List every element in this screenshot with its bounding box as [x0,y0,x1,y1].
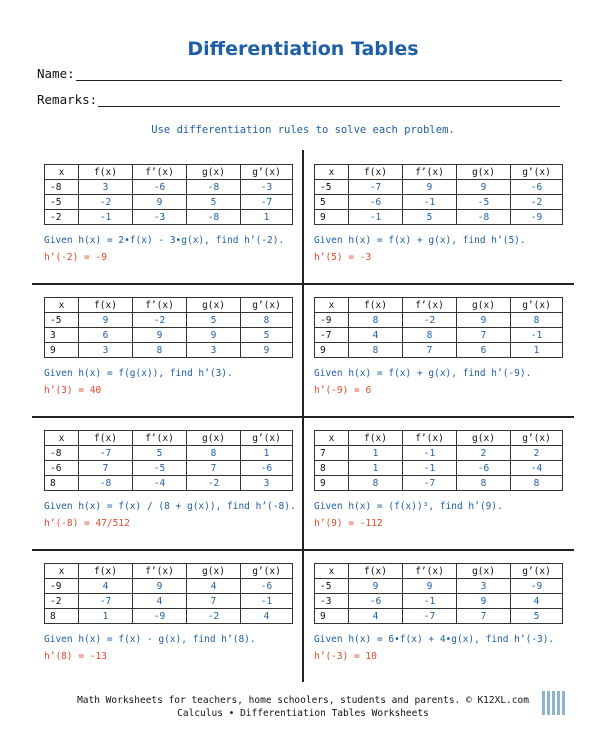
problem-question: Given h(x) = f(x) - g(x), find h’(8). [44,634,256,645]
derivative-table [44,164,293,225]
column-header: f(x) [79,165,133,180]
column-header: x [45,431,79,446]
column-header: g(x) [187,298,241,313]
table-row [315,476,563,491]
column-header: g(x) [457,431,511,446]
table-cell: 9 [133,328,187,343]
table-cell: -2 [45,210,79,225]
column-header: f(x) [349,165,403,180]
derivative-table [314,297,563,358]
table-cell: 8 [403,328,457,343]
column-header: g’(x) [511,298,563,313]
problem-question: Given h(x) = f(x) / (8 + g(x)), find h’(-8). [44,501,296,512]
table-cell: -8 [45,446,79,461]
table-cell: 5 [511,609,563,624]
table-row [315,313,563,328]
table-row [45,195,293,210]
table-cell: 9 [403,180,457,195]
table-row [315,579,563,594]
table-cell: -6 [349,594,403,609]
table-cell: -3 [133,210,187,225]
table-cell: -6 [241,461,293,476]
column-header: f(x) [349,298,403,313]
problem-question: Given h(x) = f(x) + g(x), find h’(-9). [314,368,532,379]
table-cell: -6 [349,195,403,210]
column-header: g(x) [187,564,241,579]
table-cell: -1 [79,210,133,225]
column-header: f(x) [79,298,133,313]
table-row [315,195,563,210]
table-cell: -5 [315,579,349,594]
table-cell: 9 [241,343,293,358]
table-cell: 9 [457,594,511,609]
table-cell: 5 [187,195,241,210]
table-cell: -6 [241,579,293,594]
table-cell: -5 [133,461,187,476]
table-cell: 6 [79,328,133,343]
problem-1 [44,164,292,263]
table-header-row [45,165,293,180]
table-cell: 9 [315,609,349,624]
problem-answer: h’(-3) = 10 [314,651,377,662]
table-cell: -1 [403,461,457,476]
problem-question: Given h(x) = f(g(x)), find h’(3). [44,368,233,379]
column-header: g(x) [457,298,511,313]
column-header: f’(x) [133,431,187,446]
table-cell: 7 [79,461,133,476]
remarks-label: Remarks: [37,92,98,107]
table-header-row [45,431,293,446]
table-cell: -7 [79,446,133,461]
table-cell: -1 [241,594,293,609]
table-row [45,313,293,328]
table-cell: -4 [511,461,563,476]
table-cell: 1 [511,343,563,358]
table-cell: 9 [315,210,349,225]
table-cell: 2 [511,446,563,461]
table-cell: 5 [315,195,349,210]
table-cell: -7 [403,609,457,624]
table-cell: 8 [457,476,511,491]
table-cell: 7 [457,609,511,624]
horizontal-divider [32,549,574,551]
table-cell: -3 [315,594,349,609]
table-cell: -9 [315,313,349,328]
footer-line-2: Calculus • Differentiation Tables Worksheets [177,708,429,719]
problem-question: Given h(x) = (f(x))³, find h’(9). [314,501,503,512]
table-cell: 5 [241,328,293,343]
table-row [45,343,293,358]
table-row [315,609,563,624]
table-cell: -3 [241,180,293,195]
table-cell: -2 [511,195,563,210]
table-cell: -2 [79,195,133,210]
table-header-row [315,298,563,313]
column-header: g’(x) [511,431,563,446]
table-header-row [315,431,563,446]
table-cell: 8 [511,476,563,491]
table-header-row [315,165,563,180]
derivative-table [44,563,293,624]
table-row [45,180,293,195]
problem-3 [44,297,292,396]
table-cell: -5 [457,195,511,210]
table-cell: 9 [45,343,79,358]
table-cell: -8 [79,476,133,491]
table-cell: 8 [133,343,187,358]
column-header: g’(x) [241,298,293,313]
table-cell: -2 [187,476,241,491]
column-header: f’(x) [403,298,457,313]
table-cell: 7 [457,328,511,343]
table-cell: -7 [349,180,403,195]
column-header: x [315,431,349,446]
table-cell: 4 [349,328,403,343]
column-header: g’(x) [241,564,293,579]
table-cell: -2 [133,313,187,328]
table-header-row [315,564,563,579]
derivative-table [44,297,293,358]
table-cell: -1 [511,328,563,343]
table-cell: 3 [45,328,79,343]
table-cell: -1 [403,195,457,210]
column-header: x [315,298,349,313]
table-row [45,579,293,594]
column-header: f’(x) [133,165,187,180]
horizontal-divider [32,416,574,418]
table-cell: 4 [241,609,293,624]
problem-answer: h’(3) = 40 [44,385,102,396]
table-cell: -7 [315,328,349,343]
table-cell: -9 [45,579,79,594]
table-cell: 9 [133,579,187,594]
table-cell: 2 [457,446,511,461]
column-header: f’(x) [133,564,187,579]
table-cell: 3 [79,180,133,195]
name-field [37,66,562,81]
table-cell: -5 [315,180,349,195]
table-cell: 5 [133,446,187,461]
column-header: g(x) [187,165,241,180]
table-cell: -1 [349,210,403,225]
table-cell: -9 [511,210,563,225]
problem-question: Given h(x) = 6•f(x) + 4•g(x), find h’(-3). [314,634,555,645]
table-cell: 8 [45,476,79,491]
table-cell: 4 [133,594,187,609]
table-cell: 1 [79,609,133,624]
problem-5 [44,430,296,529]
table-cell: 1 [349,461,403,476]
table-cell: 8 [349,313,403,328]
table-cell: 1 [241,210,293,225]
table-row [315,446,563,461]
table-cell: 4 [187,579,241,594]
column-header: g(x) [457,165,511,180]
column-header: x [45,298,79,313]
table-cell: -7 [241,195,293,210]
table-cell: 1 [349,446,403,461]
derivative-table [314,563,563,624]
table-cell: -9 [511,579,563,594]
problem-answer: h’(5) = -3 [314,252,372,263]
table-cell: -5 [45,313,79,328]
table-cell: -2 [403,313,457,328]
table-cell: -7 [79,594,133,609]
table-cell: 9 [187,328,241,343]
table-row [45,476,293,491]
derivative-table [314,164,563,225]
table-header-row [45,298,293,313]
column-header: f(x) [349,431,403,446]
table-cell: -8 [187,210,241,225]
table-row [45,609,293,624]
column-header: x [315,564,349,579]
table-cell: -6 [45,461,79,476]
table-cell: -6 [511,180,563,195]
table-cell: -6 [133,180,187,195]
column-header: f’(x) [133,298,187,313]
table-cell: 8 [349,476,403,491]
table-row [315,210,563,225]
table-cell: 6 [457,343,511,358]
table-cell: 5 [403,210,457,225]
table-cell: -7 [403,476,457,491]
table-cell: 9 [79,313,133,328]
column-header: f’(x) [403,165,457,180]
column-header: f(x) [79,564,133,579]
table-cell: -6 [457,461,511,476]
table-cell: -8 [187,180,241,195]
problem-answer: h’(-2) = -9 [44,252,107,263]
table-cell: -4 [133,476,187,491]
table-cell: 8 [315,461,349,476]
table-cell: 8 [511,313,563,328]
table-row [315,343,563,358]
problem-4 [314,297,562,396]
problem-question: Given h(x) = 2•f(x) - 3•g(x), find h’(-2). [44,235,285,246]
table-cell: 8 [349,343,403,358]
table-row [45,446,293,461]
table-cell: 8 [241,313,293,328]
name-label: Name: [37,66,75,81]
column-header: f(x) [79,431,133,446]
table-cell: -2 [187,609,241,624]
problem-answer: h’(-8) = 47/512 [44,518,130,529]
problem-question: Given h(x) = f(x) + g(x), find h’(5). [314,235,526,246]
table-row [45,594,293,609]
table-cell: -2 [45,594,79,609]
problem-7 [44,563,292,662]
table-row [315,328,563,343]
table-cell: -8 [45,180,79,195]
table-cell: 8 [187,446,241,461]
table-row [315,180,563,195]
table-cell: -8 [457,210,511,225]
table-cell: 7 [315,446,349,461]
table-cell: 5 [187,313,241,328]
column-header: x [45,165,79,180]
table-cell: 4 [79,579,133,594]
remarks-line [98,92,560,107]
table-cell: 9 [133,195,187,210]
table-cell: 3 [457,579,511,594]
table-row [315,461,563,476]
derivative-table [44,430,293,491]
column-header: x [315,165,349,180]
table-cell: 9 [315,476,349,491]
horizontal-divider [32,283,574,285]
table-cell: 3 [187,343,241,358]
table-cell: 9 [403,579,457,594]
column-header: g’(x) [241,165,293,180]
problem-6 [314,430,562,529]
table-cell: 4 [349,609,403,624]
table-cell: -1 [403,446,457,461]
column-header: f(x) [349,564,403,579]
problem-answer: h’(-9) = 6 [314,385,372,396]
table-cell: 9 [349,579,403,594]
problem-answer: h’(9) = -112 [314,518,383,529]
footer-line-1: Math Worksheets for teachers, home schoolers, students and parents. © K12XL.com [77,695,529,706]
page-title: Differentiation Tables [187,38,419,60]
table-row [45,328,293,343]
table-row [315,594,563,609]
table-cell: 7 [403,343,457,358]
problem-2 [314,164,562,263]
column-header: g’(x) [511,165,563,180]
problem-answer: h’(8) = -13 [44,651,107,662]
column-header: g’(x) [511,564,563,579]
table-cell: 1 [241,446,293,461]
remarks-field [37,92,560,107]
table-cell: -9 [133,609,187,624]
table-cell: 8 [45,609,79,624]
column-header: x [45,564,79,579]
table-cell: 9 [457,180,511,195]
table-cell: 7 [187,594,241,609]
table-cell: 9 [457,313,511,328]
column-header: g(x) [187,431,241,446]
column-header: g(x) [457,564,511,579]
table-cell: 3 [79,343,133,358]
table-cell: 3 [241,476,293,491]
table-cell: -1 [403,594,457,609]
column-header: f’(x) [403,564,457,579]
name-line [76,66,562,81]
instructions: Use differentiation rules to solve each problem. [151,124,455,136]
column-header: g’(x) [241,431,293,446]
table-cell: -5 [45,195,79,210]
qr-code-icon [542,691,566,715]
table-header-row [45,564,293,579]
table-row [45,210,293,225]
column-header: f’(x) [403,431,457,446]
table-row [45,461,293,476]
derivative-table [314,430,563,491]
table-cell: 4 [511,594,563,609]
table-cell: 9 [315,343,349,358]
problem-8 [314,563,562,662]
table-cell: 7 [187,461,241,476]
